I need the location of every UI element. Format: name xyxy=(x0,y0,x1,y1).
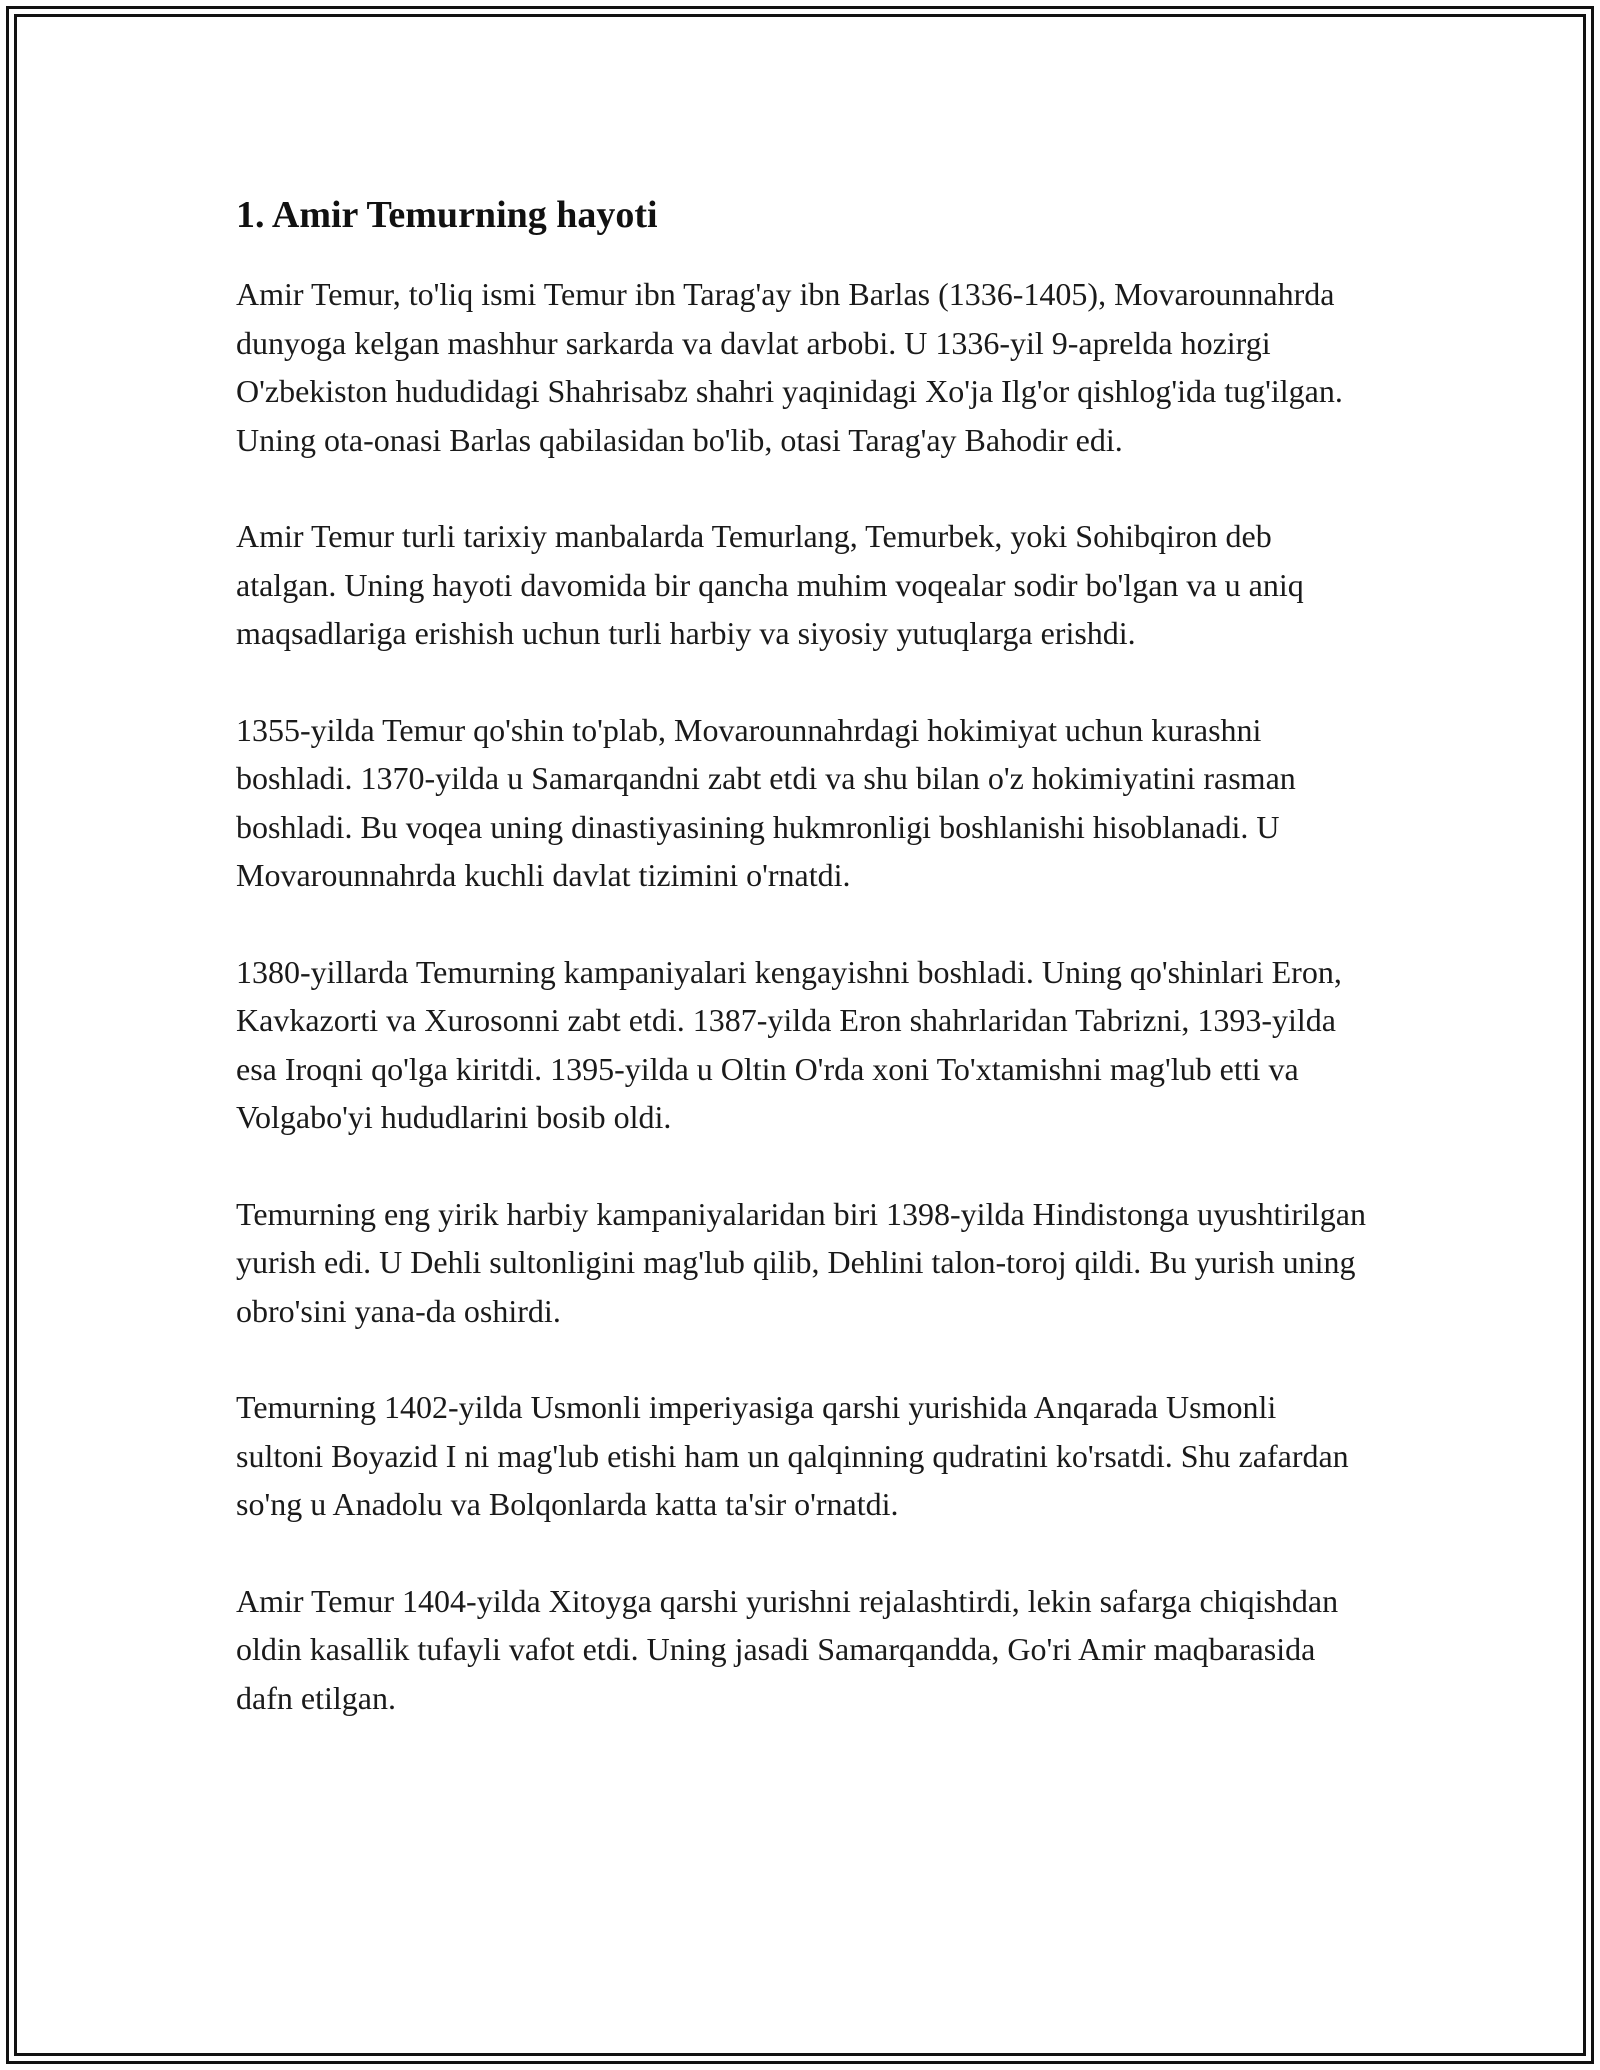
paragraph-ottoman-campaign: Temurning 1402-yilda Usmonli imperiyasiga qarshi yurishida Anqarada Usmonli sultoni Boyazid I ni mag'lub etishi ham un qalqinning qudratini ko'rsatdi. Shu zafardan so'ng u Anadolu va Bolqonlarda katta ta'sir o'rnatdi. xyxy=(236,1389,1349,1522)
paragraph-birth: Amir Temur, to'liq ismi Temur ibn Tarag'ay ibn Barlas (1336-1405), Movarounnahrda dunyoga kelgan mashhur sarkarda va davlat arbobi. U 1336-yil 9-aprelda hozirgi O'zbekiston hududidagi Shahrisabz shahri yaqinidagi Xo'ja Ilg'or qishlog'ida tug'ilgan. Uning ota-onasi Barlas qabilasidan bo'lib, otasi Tarag'ay Bahodir edi. xyxy=(236,276,1343,458)
section-heading: 1. Amir Temurning hayoti xyxy=(236,194,658,236)
paragraph-names: Amir Temur turli tarixiy manbalarda Temurlang, Temurbek, yoki Sohibqiron deb atalgan. Uning hayoti davomida bir qancha muhim voqealar sodir bo'lgan va u aniq maqsadlariga erishish uchun turli harbiy va siyosiy yutuqlarga erishdi. xyxy=(236,518,1304,651)
paragraph-campaigns: 1380-yillarda Temurning kampaniyalari kengayishni boshladi. Uning qo'shinlari Eron, Kavkazorti va Xurosonni zabt etdi. 1387-yilda Eron shahrlaridan Tabrizni, 1393-yilda esa Iroqni qo'lga kiritdi. 1395-yilda u Oltin O'rda xoni To'xtamishni mag'lub etti va Volgabo'yi hududlarini bosib oldi. xyxy=(236,953,1342,1135)
paragraph-india-campaign: Temurning eng yirik harbiy kampaniyalaridan biri 1398-yilda Hindistonga uyushtirilgan yurish edi. U Dehli sultonligini mag'lub qilib, Dehlini talon-toroj qildi. Bu yurish uning obro'sini yana-da oshirdi. xyxy=(236,1195,1366,1329)
document-body xyxy=(236,186,1366,1770)
paragraph-rise-to-power: 1355-yilda Temur qo'shin to'plab, Movarounnahrdagi hokimiyat uchun kurashni boshladi. 1370-yilda u Samarqandni zabt etdi va shu bilan o'z hokimiyatini rasman boshladi. Bu voqea uning dinastiyasining hukmronligi boshlanishi hisoblanadi. U Movarounnahrda kuchli davlat tizimini o'rnatdi. xyxy=(236,711,1296,893)
paragraph-death: Amir Temur 1404-yilda Xitoyga qarshi yurishni rejalashtirdi, lekin safarga chiqishdan oldin kasallik tufayli vafot etdi. Uning jasadi Samarqandda, Go'ri Amir maqbarasida dafn etilgan. xyxy=(236,1582,1339,1716)
